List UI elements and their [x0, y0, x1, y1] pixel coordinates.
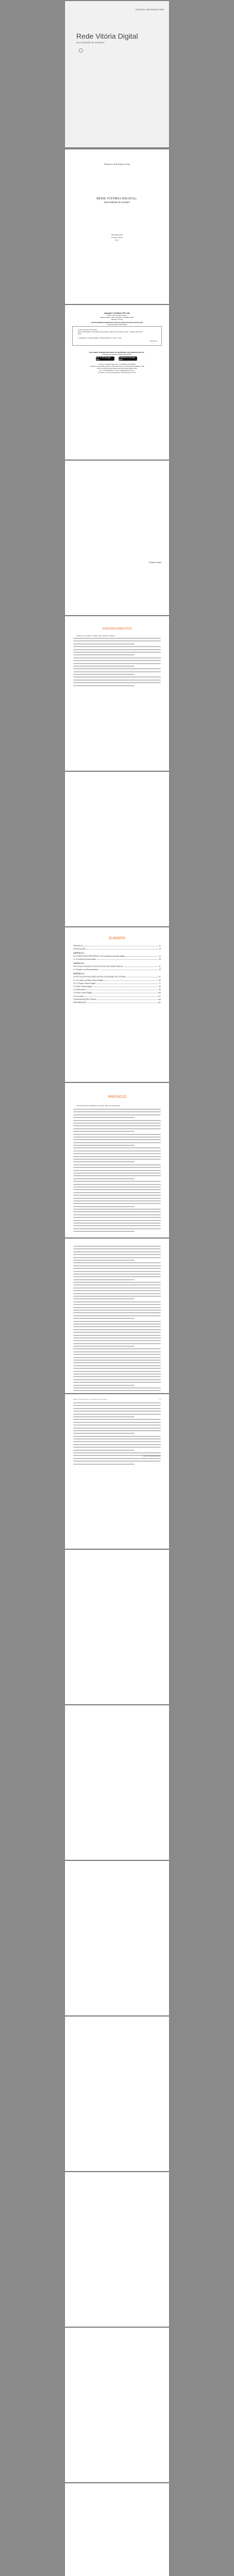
- toc-entry-label: CONSIDERAÇÕES FINAIS: [73, 998, 96, 1001]
- toc-leader-dots: [99, 969, 158, 970]
- toc-entry[interactable]: [73, 955, 161, 957]
- toc-entry[interactable]: [73, 969, 161, 971]
- toc-entry-label: 3.5 Rede Vitória Digital: [73, 992, 92, 994]
- editor-line: Editor-chefe: Railson Moura: [107, 314, 127, 316]
- acknowledgements-title: AGRADECIMENTOS: [102, 628, 132, 631]
- preface-page: [65, 1083, 169, 1238]
- toc-entry[interactable]: [73, 1002, 161, 1004]
- toc-entry-page: 13: [159, 948, 161, 951]
- toc-entry-page: 63: [159, 979, 161, 981]
- toc-entry[interactable]: [73, 995, 161, 997]
- cover-page: [65, 1, 169, 147]
- catalog-subjects: 1. Educação 2. Inclusão Digital 3. Políticas Públicas I. Título. II. Série: [78, 337, 122, 339]
- rights-line-1: Foi feito o depósito legal conf. Lei 10.994 de 14/12/2004: [98, 363, 136, 365]
- copyright-page: [65, 305, 169, 460]
- toc-entry-page: 95: [159, 989, 161, 991]
- app-store-badge[interactable]: Download on the App Store: [119, 357, 137, 361]
- toc-entry-page: 43: [159, 969, 161, 971]
- toc-entry-label: 3.1 Os atores da Rede Vitória Digital: [73, 979, 104, 981]
- toc-entry-page: 71: [159, 982, 161, 985]
- toc-entry-page: 117: [158, 995, 161, 997]
- rights-line-5: Conheça os nossos lançamentos: www.editoracrv.com.br: [98, 371, 136, 374]
- toc-entry-label: CAPÍTULO 2: [73, 962, 85, 964]
- acknowledgements-page: [65, 616, 169, 771]
- toc-leader-dots: [125, 965, 158, 967]
- toc-entry[interactable]: [73, 979, 161, 981]
- toc-entry-label: POLÍTICAS SOCIAIS E POLÍTICAS DE INCLUSÃO DIGITAL: [73, 965, 124, 968]
- toc-entry-page: 151: [158, 1001, 161, 1004]
- toc-leader-dots: [93, 986, 158, 987]
- title-page-author: Francisco José Soares Costa: [104, 163, 130, 165]
- toc-page: [65, 927, 169, 1082]
- toc-entry-label: DO TERRITÓRIO PERIFÉRICO: da exclusão à inclusão digital: [73, 955, 125, 958]
- preface-title: PREFÁCIO: [108, 1095, 126, 1099]
- catalog-body: Costa, Francisco José Soares Rede Vitória Digital: uma tradução às avessas? / Francisco José Soares Costa – Curitiba: CRV, 2017. 160 p.: [78, 329, 143, 335]
- toc-entry-page: 11: [159, 945, 161, 947]
- catalog-cdd: CDD 370.1: [150, 340, 157, 342]
- acknowledgements-body: [73, 638, 161, 688]
- blank-page: [65, 1705, 169, 1860]
- toc-entry-page: 57: [159, 976, 161, 978]
- blank-page: [65, 2483, 169, 2576]
- dedication-page: [65, 461, 169, 615]
- catalog-title: DADOS INTERNACIONAIS DE CATALOGAÇÃO NA PUBLICAÇÃO (CIP): [91, 321, 143, 324]
- preface-body: [73, 1109, 161, 1234]
- toc-leader-dots: [126, 976, 158, 977]
- title-page-publisher: EDITORA CRV: [111, 234, 123, 236]
- blank-page: [65, 1861, 169, 2015]
- title-page: [65, 149, 169, 304]
- toc-entry-label: REFERÊNCIAS: [73, 1001, 87, 1004]
- toc-entry[interactable]: [73, 952, 161, 954]
- cover-subtitle: uma tradução às avessas?: [76, 41, 105, 44]
- google-play-badge[interactable]: GET IT ON Google Play: [96, 357, 114, 361]
- toc-entry-label: 3.6 Conexão: [73, 995, 84, 997]
- catalog-box: [72, 326, 162, 346]
- toc-leader-dots: [97, 998, 157, 1000]
- toc-leader-dots: [96, 982, 158, 984]
- preface-signature: Desirée Cipriano Rabelo: [143, 1455, 161, 1457]
- toc-leader-dots: [87, 948, 158, 950]
- toc-entry[interactable]: [73, 973, 161, 975]
- toc-entry[interactable]: [73, 965, 161, 968]
- toc-leader-dots: [83, 945, 158, 946]
- toc-entry[interactable]: [73, 998, 161, 1001]
- blank-page: [65, 2328, 169, 2482]
- running-header-left: REDE VITÓRIA DIGITAL: uma tradução às avessas?: [73, 1398, 108, 1400]
- toc-entry[interactable]: [73, 945, 161, 947]
- toc-entry-page: 25: [159, 958, 161, 961]
- blank-page: [65, 772, 169, 926]
- toc-entry-label: 3.4 Telecentros: [73, 989, 86, 991]
- publisher-logo-icon: [79, 48, 83, 53]
- toc-entry[interactable]: [73, 982, 161, 985]
- toc-entry[interactable]: [73, 958, 161, 960]
- toc-entry-label: CAPÍTULO 3: [73, 973, 85, 975]
- blank-page: [65, 2016, 169, 2171]
- toc-entry[interactable]: [73, 986, 161, 988]
- preface-end-page: [65, 1394, 169, 1549]
- design-line: Diagramação e Capa: Designers da Editora CRV: [100, 316, 134, 318]
- toc-leader-dots: [97, 958, 158, 960]
- preface-first-line: Uma (des)costura privilegiada do projeto diante da comunicação.: [76, 1105, 121, 1107]
- blank-page: [65, 1550, 169, 1704]
- dedication-text: À Andrea Lobato.: [148, 562, 162, 564]
- toc-entry[interactable]: [73, 976, 161, 978]
- cover-title: Rede Vitória Digital: [76, 32, 138, 40]
- copyright-line: Copyright © da Editora CRV Ltda.: [104, 312, 130, 314]
- toc-entry-page: 37: [159, 965, 161, 968]
- cover-author: Francisco José Soares Costa: [136, 8, 164, 11]
- catalog-subtitle: CATALOGAÇÃO NA FONTE: [107, 324, 127, 326]
- toc-entry-label: 1.1 A política de informação: [73, 958, 96, 961]
- toc-entry-label: 3.2 O Projeto Vitória Digital: [73, 982, 96, 985]
- toc-entry-label: A POLÍTICA DE INCLUSÃO DIGITAL DA REGIÃO DE VITÓRIA: [73, 976, 126, 978]
- toc-leader-dots: [88, 1002, 157, 1003]
- toc-entry[interactable]: [73, 948, 161, 950]
- rights-line-2: Proibida a reprodução parcial ou total desta obra sem autorização da Editora CRV: [90, 365, 144, 367]
- preface-continued-page: [65, 1239, 169, 1393]
- toc-entry-label: 3.3 Rede Vitória Digital: [73, 985, 92, 988]
- toc-leader-dots: [87, 989, 158, 990]
- title-page-title: REDE VITÓRIA DIGITAL:: [96, 197, 138, 200]
- preface-continued-body: [73, 1246, 161, 1393]
- toc-entry-page: 21: [159, 955, 161, 958]
- toc-entry-page: 145: [158, 998, 161, 1001]
- toc-leader-dots: [126, 955, 158, 957]
- toc-title: SUMÁRIO: [108, 937, 126, 940]
- toc-entry-label: CAPÍTULO 1: [73, 952, 85, 954]
- review-line: Revisão: O Autor: [111, 318, 123, 320]
- toc-entry[interactable]: [73, 992, 161, 994]
- toc-leader-dots: [85, 995, 157, 997]
- toc-entry-page: 83: [159, 985, 161, 988]
- toc-leader-dots: [104, 979, 158, 981]
- blank-page: [65, 2172, 169, 2327]
- toc-leader-dots: [93, 992, 157, 993]
- running-header-page: 13: [159, 1398, 161, 1400]
- title-page-city: Curitiba - Brasil: [111, 236, 123, 239]
- title-page-year: 2017: [115, 239, 119, 241]
- toc-entry-label: 2.1 Estado e políticas públicas: [73, 969, 98, 971]
- acknowledgements-first-line: A Deus, por sua graça e infinito amor, sustento e amparo.: [76, 635, 115, 637]
- rights-line-4: Tel.: (41) 3039-6418 - E-mail: sac@editoracrv.com.br: [99, 369, 135, 371]
- toc-entry[interactable]: [73, 962, 161, 964]
- digital-notice: ESTA OBRA TAMBÉM ENCONTRA-SE DISPONÍVEL EM FORMATO DIGITAL.: [89, 351, 145, 353]
- toc-entry-label: INTRODUÇÃO: [73, 948, 86, 951]
- rights-line-3: Todos os direitos desta edição reservados pela: Editora CRV: [97, 367, 137, 369]
- app-notice: CONHEÇA E BAIXE NOSSO APLICATIVO!: [102, 353, 132, 355]
- toc-entry[interactable]: [73, 989, 161, 991]
- toc-entry-page: 105: [158, 992, 161, 994]
- title-page-subtitle: uma tradução às avessas?: [104, 201, 130, 204]
- toc-entry-label: PREFÁCIO: [73, 945, 83, 947]
